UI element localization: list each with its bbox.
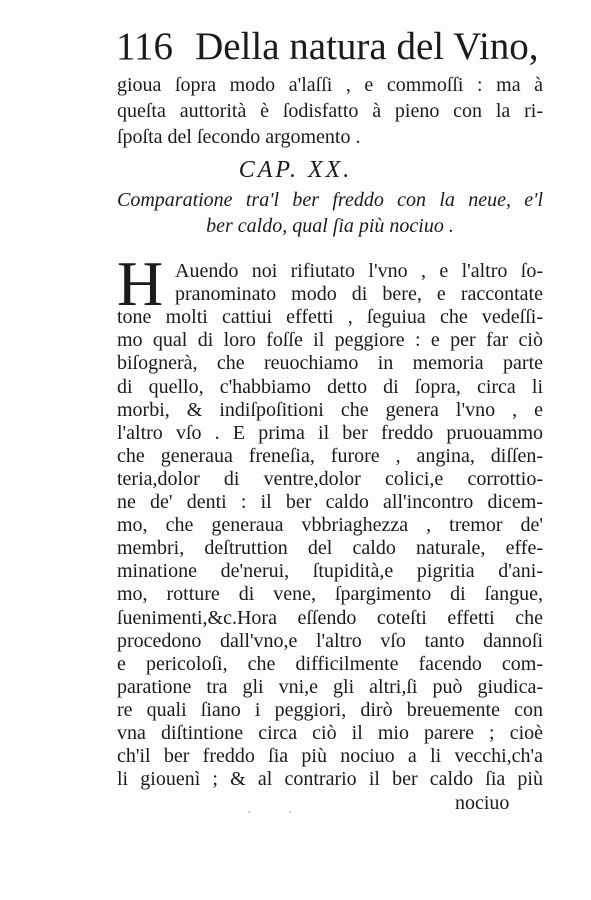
body-line: di quello, c'habbiamo detto di ſopra, circa li [117,375,543,398]
body-line: morbi, & indiſpoſitioni che genera l'vno , e [117,398,543,421]
body-line: procedono dall'vno,e l'altro vſo tanto dannoſi [117,629,543,652]
running-header [116,22,539,72]
body-line: mo, rotture di vene, ſpargimento di ſangue, [117,583,543,606]
body-line: biſognerà, che reuochiamo in memoria parte [117,352,543,375]
intro-line: gioua ſopra modo a'laſſi , e commoſſi : ma à [117,74,543,96]
chapter-subtitle-line: Comparatione tra'l ber freddo con la neue, e'l [117,189,543,211]
body-line: tone molti cattiui effetti , ſeguiua che vedeſſi- [117,306,543,329]
drop-cap: H [117,248,164,319]
running-title: Della natura del Vino, [195,25,539,68]
body-line: re quali ſiano i peggiori, dirò breuemente con [117,698,543,721]
body-line: ſuenimenti,&c.Hora eſſendo coteſti effetti che [117,606,543,629]
body-line: e pericoloſi, che difficilmente facendo com- [117,652,543,675]
body-line: pranominato modo di bere, e raccontate [175,283,543,306]
body-line: Auendo noi rifiutato l'vno , e l'altro ſo- [175,260,543,282]
body-line: mo qual di loro foſſe il peggiore : e per far ciò [117,329,543,352]
body-line: membri, deſtruttion del caldo naturale, effe- [117,537,543,560]
chapter-heading: CAP. XX. [238,157,353,183]
body-line: teria,dolor di ventre,dolor colici,e corrottio- [117,467,543,490]
body-line: minatione de'nerui, ſtupidità,e pigritia d'ani- [117,560,543,583]
body-line: ne de' denti : il ber caldo all'incontro dicem- [117,491,543,513]
body-line: ch'il ber freddo ſia più nociuo a li vecchi,ch'a [117,745,543,768]
chapter-subtitle-line: ber caldo, qual ſia più nociuo . [206,215,454,237]
intro-line: queſta auttorità è ſodisfatto à pieno con la ri- [117,100,543,122]
intro-line: ſpoſta del ſecondo argomento . [117,126,361,148]
body-line: l'altro vſo . E prima il ber freddo pruouammo [117,421,543,444]
catchword: nociuo [455,792,510,814]
page-number: 116 [116,25,174,68]
body-line: paratione tra gli vni,e gli altri,ſi può giudica- [117,675,543,698]
body-line: mo, che generaua vbbriaghezza , tremor de' [117,514,543,537]
ink-smudge: · · [245,805,307,821]
body-line: vna diſtintione circa ciò il mio parere ; cioè [117,722,543,744]
body-line: che generaua freneſia, furore , angina, diſſen- [117,444,543,467]
body-line: li giouenì ; & al contrario il ber caldo ſia più [117,768,543,791]
